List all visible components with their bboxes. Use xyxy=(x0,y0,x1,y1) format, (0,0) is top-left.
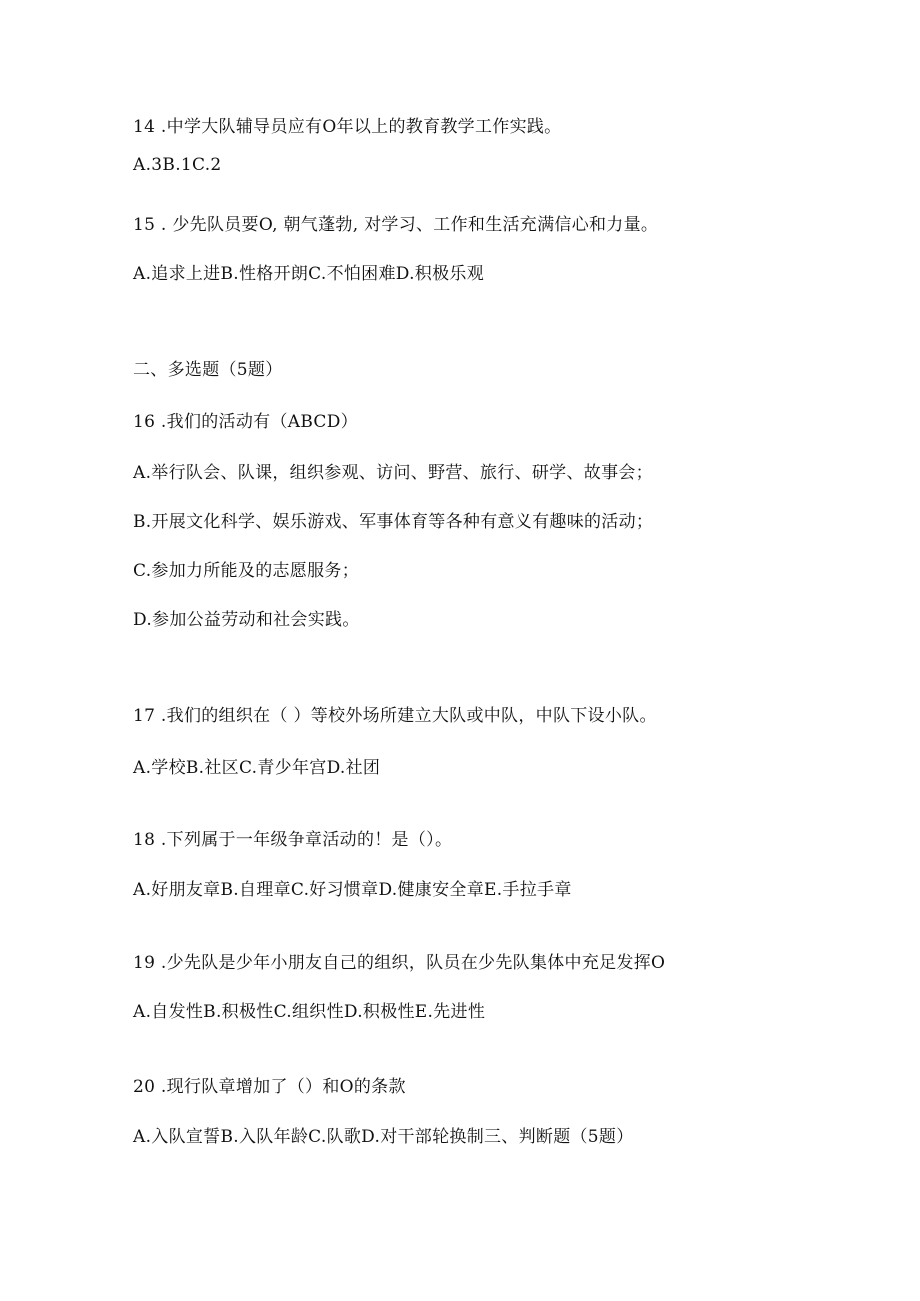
question-16-option-c: C.参加力所能及的志愿服务； xyxy=(133,561,360,581)
question-15-options: A.追求上进B.性格开朗C.不怕困难D.积极乐观 xyxy=(133,264,485,284)
question-16-option-d: D.参加公益劳动和社会实践。 xyxy=(133,610,360,630)
question-16: 16 .我们的活动有（ABCD） xyxy=(133,412,358,432)
section-heading-multiple-choice: 二、多选题（5题） xyxy=(133,360,283,380)
question-18-options: A.好朋友章B.自理章C.好习惯章D.健康安全章E.手拉手章 xyxy=(133,880,572,900)
question-17-options: A.学校B.社区C.青少年宫D.社团 xyxy=(133,758,381,778)
question-16-option-a: A.举行队会、队课，组织参观、访问、野营、旅行、研学、故事会； xyxy=(133,463,653,483)
question-16-option-b: B.开展文化科学、娱乐游戏、军事体育等各种有意义有趣味的活动； xyxy=(133,512,654,532)
question-18: 18 .下列属于一年级争章活动的！是（）。 xyxy=(133,830,453,850)
question-19: 19 .少先队是少年小朋友自己的组织，队员在少先队集体中充足发挥O xyxy=(133,953,666,973)
question-14-options: A.3B.1C.2 xyxy=(133,155,222,175)
question-14: 14 .中学大队辅导员应有O年以上的教育教学工作实践。 xyxy=(133,117,562,137)
question-20: 20 .现行队章增加了（）和O的条款 xyxy=(133,1077,406,1097)
question-20-options: A.入队宣誓B.入队年龄C.队歌D.对干部轮换制三、判断题（5题） xyxy=(133,1127,634,1147)
question-17: 17 .我们的组织在（ ）等校外场所建立大队或中队，中队下设小队。 xyxy=(133,706,657,726)
question-19-options: A.自发性B.积极性C.组织性D.积极性E.先进性 xyxy=(133,1002,486,1022)
question-15: 15 . 少先队员要O, 朝气蓬勃, 对学习、工作和生活充满信心和力量。 xyxy=(133,215,659,235)
